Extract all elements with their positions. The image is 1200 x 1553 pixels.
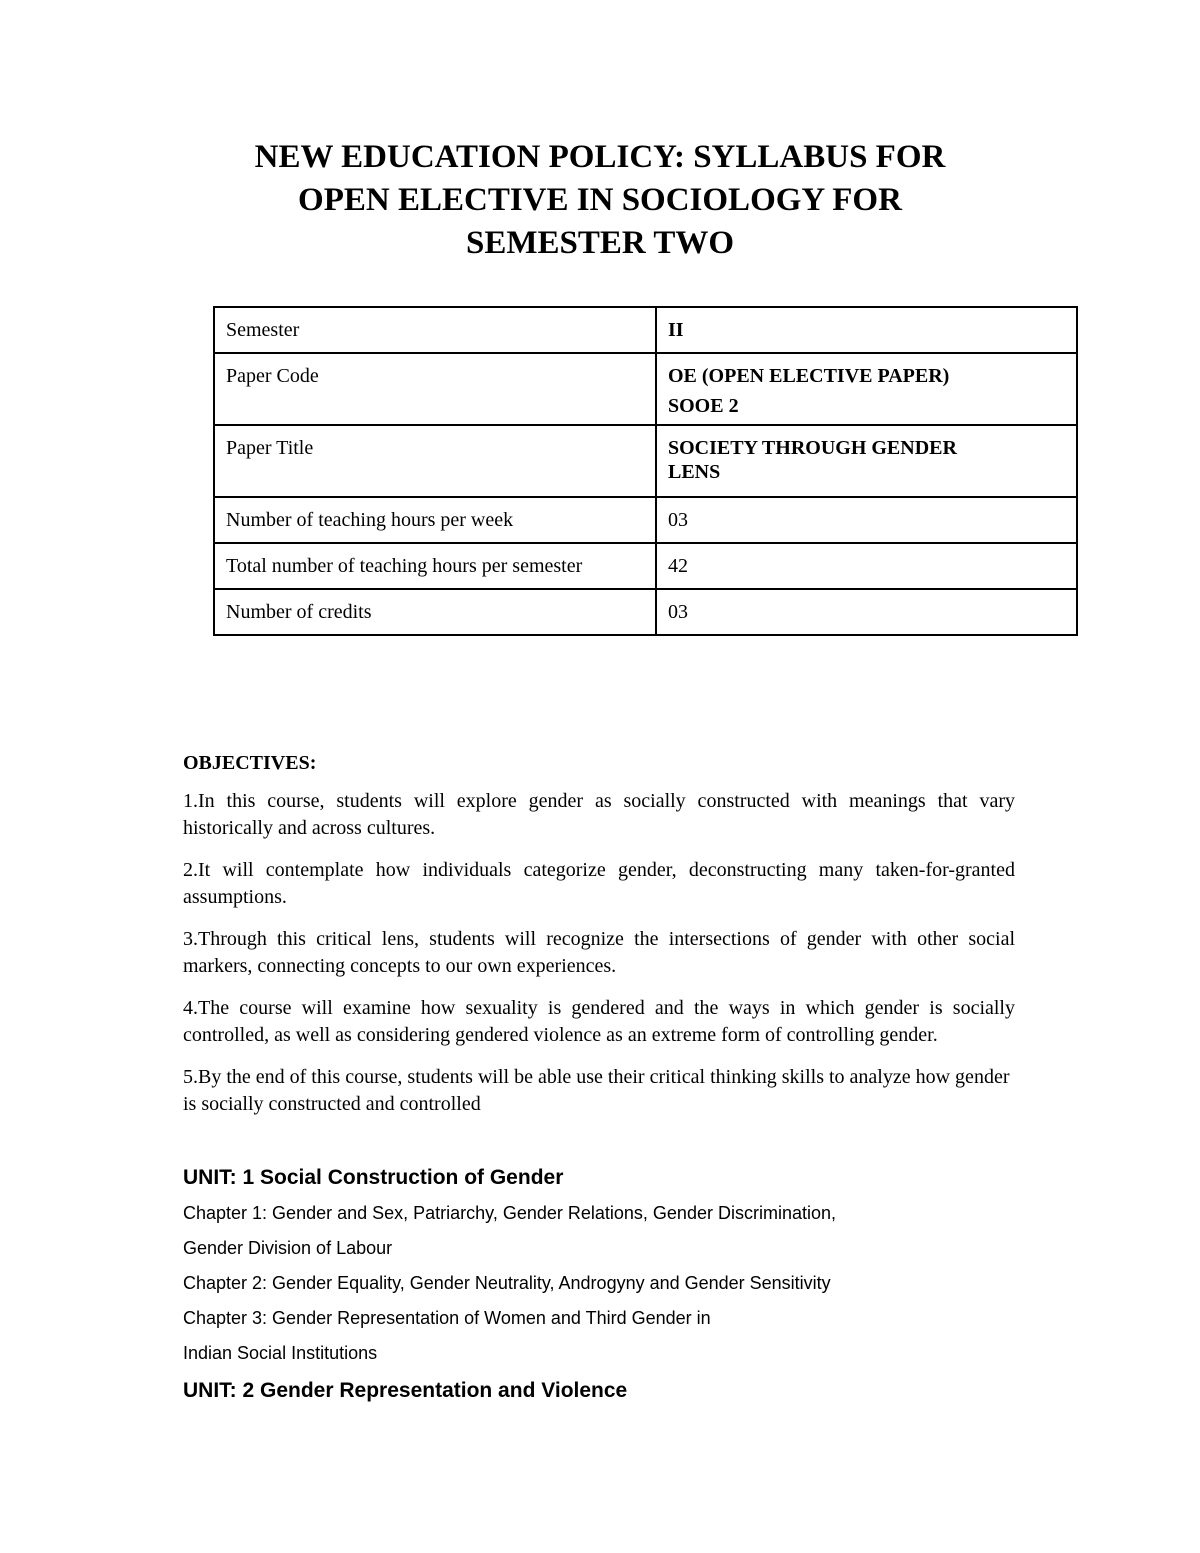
row-label: Total number of teaching hours per semester	[214, 543, 656, 589]
title-line: OPEN ELECTIVE IN SOCIOLOGY FOR	[298, 182, 902, 218]
course-info-table	[213, 306, 1078, 636]
paper-title-value: SOCIETY THROUGH GENDER LENS	[668, 437, 957, 483]
objective-item: 3.Through this critical lens, students will recognize the intersections of gender with other social markers, connecting concepts to our own experiences.	[183, 928, 1015, 977]
title-line: NEW EDUCATION POLICY: SYLLABUS FOR	[254, 139, 946, 175]
document-title	[150, 136, 1050, 265]
paper-code-line: SOOE 2	[668, 395, 739, 417]
hours-per-week-value: 03	[668, 509, 688, 531]
row-label: Number of teaching hours per week	[214, 497, 656, 543]
hours-per-semester-value: 42	[668, 555, 688, 577]
row-value	[656, 425, 1077, 497]
objective-item: 2.It will contemplate how individuals categorize gender, deconstructing many taken-for-granted assumptions.	[183, 859, 1015, 908]
unit-1-line: Chapter 2: Gender Equality, Gender Neutrality, Androgyny and Gender Sensitivity	[183, 1273, 831, 1293]
objective-item: 5.By the end of this course, students will be able use their critical thinking skills to analyze how gender is socially constructed and controlled	[183, 1066, 1010, 1115]
paper-code-line: OE (OPEN ELECTIVE PAPER)	[668, 365, 950, 387]
table-row	[214, 543, 1077, 589]
title-line: SEMESTER TWO	[465, 225, 735, 261]
row-value	[656, 353, 1077, 425]
unit-1-line: Chapter 1: Gender and Sex, Patriarchy, Gender Relations, Gender Discrimination,	[183, 1203, 836, 1223]
credits-value: 03	[668, 601, 688, 623]
table-row	[214, 353, 1077, 425]
units-section	[183, 1164, 1063, 1409]
unit-1-line: Chapter 3: Gender Representation of Women and Third Gender in	[183, 1308, 711, 1328]
unit-2-heading: UNIT: 2 Gender Representation and Violence	[183, 1379, 628, 1402]
row-value	[656, 543, 1077, 589]
table-row	[214, 307, 1077, 353]
objectives-section	[183, 750, 1015, 1133]
row-label: Semester	[214, 307, 656, 353]
unit-1-line: Gender Division of Labour	[183, 1238, 393, 1258]
table-row	[214, 589, 1077, 635]
objective-item: 1.In this course, students will explore gender as socially constructed with meanings that vary historically and across cultures.	[183, 790, 1015, 839]
table-row	[214, 425, 1077, 497]
unit-1-heading: UNIT: 1 Social Construction of Gender	[183, 1166, 564, 1189]
semester-value: II	[668, 319, 684, 341]
unit-1-line: Indian Social Institutions	[183, 1343, 378, 1363]
row-value	[656, 307, 1077, 353]
row-value	[656, 497, 1077, 543]
table-row	[214, 497, 1077, 543]
row-label: Number of credits	[214, 589, 656, 635]
row-label: Paper Code	[214, 353, 656, 425]
row-value	[656, 589, 1077, 635]
objective-item: 4.The course will examine how sexuality is gendered and the ways in which gender is socially controlled, as well as considering gendered violence as an extreme form of controlling gender.	[183, 997, 1015, 1046]
objectives-heading: OBJECTIVES:	[183, 752, 317, 774]
row-label: Paper Title	[214, 425, 656, 497]
